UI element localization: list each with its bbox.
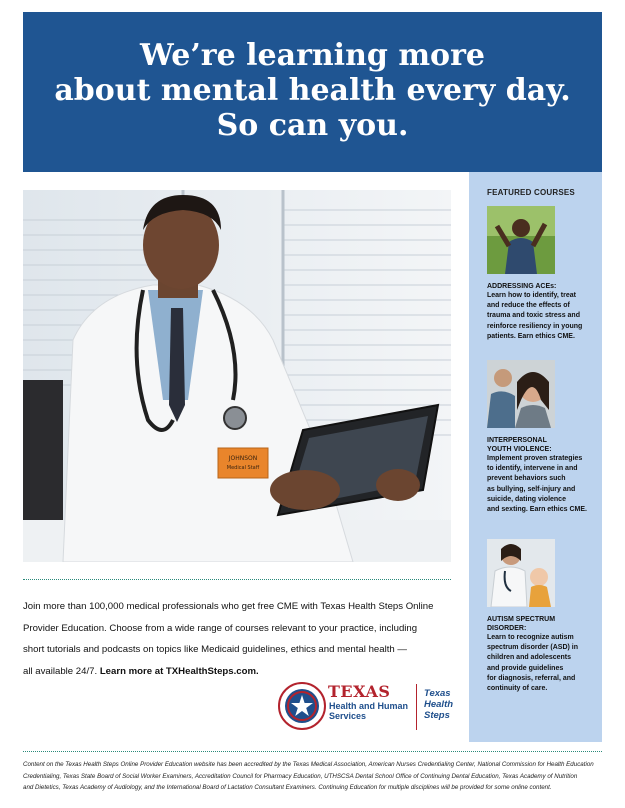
course-yv-desc-1: Implement proven strategies <box>487 455 583 462</box>
body-line-1: Join more than 100,000 medical professionals who get free CME with Texas Health Steps Online <box>23 601 434 612</box>
course-yv-desc-6: and sexting. Earn ethics CME. <box>487 506 587 514</box>
counseling-photo-thumbnail <box>487 360 555 428</box>
disclaimer-line-1: Content on the Texas Health Steps Online Provider Education website has been accredited by the Texas Medical Association, American Nurses Credentialing Center, National Commission for Health Education <box>23 761 594 768</box>
texas-seal-icon <box>278 682 326 730</box>
cta-link[interactable]: Learn more at TXHealthSteps.com. <box>99 666 259 678</box>
body-line-3: short tutorials and podcasts on topics like Medicaid guidelines, ethics and mental health — <box>23 644 407 656</box>
course-asd-desc-1: Learn to recognize autism <box>487 634 574 641</box>
pediatric-exam-photo-thumbnail <box>487 539 555 607</box>
accreditation-disclaimer <box>23 759 603 794</box>
headline-line-2: about mental health every day. <box>54 73 571 108</box>
course-youth-violence <box>487 360 595 515</box>
course-asd-desc-3: children and adolescents <box>487 654 572 662</box>
disclaimer-line-2: Credentialing, Texas State Board of Social Worker Examiners, Accreditation Council for Pharmacy Education, UTHSCSA Dental School Office of Continuing Dental Education, Texas Academy of Nutrition <box>23 772 578 780</box>
course-autism-title <box>487 615 595 633</box>
course-yv-desc-3: prevent behaviors such <box>487 475 566 483</box>
logo-agency-line-1: Health and Human <box>329 701 409 711</box>
body-line-4-text: all available 24/7. <box>23 666 98 678</box>
divider-bottom <box>23 751 602 752</box>
course-autism-title-1: AUTISM SPECTRUM <box>487 616 556 623</box>
logo-agency-line-2: Services <box>329 711 367 721</box>
featured-courses-heading: FEATURED COURSES <box>487 188 575 197</box>
course-yv-desc-2: to identify, intervene in and <box>487 465 578 473</box>
logo-program-line-3: Steps <box>424 710 450 721</box>
badge-name: JOHNSON <box>228 455 258 462</box>
course-aces-desc-3: trauma and toxic stress and <box>487 312 580 320</box>
disclaimer-line-3: and Dietetics, Texas Academy of Audiology, and the International Board of Lactation Consultant Examiners. Continuing Education for multiple disciplines will be provided for some online content. <box>23 784 552 791</box>
hhs-logo <box>278 680 453 732</box>
course-asd-desc-5: for diagnosis, referral, and <box>487 674 576 682</box>
course-aces-desc-2: and reduce the effects of <box>487 302 570 310</box>
course-yv-desc-4: as bullying, self-injury and <box>487 485 576 493</box>
badge-title: Medical Staff <box>226 465 260 471</box>
featured-courses-sidebar <box>469 172 602 742</box>
body-copy <box>23 596 448 683</box>
course-aces <box>487 206 595 342</box>
course-aces-desc-5: patients. Earn ethics CME. <box>487 332 575 340</box>
course-youth-violence-title-2: YOUTH VIOLENCE: <box>487 446 552 453</box>
body-line-2: Provider Education. Choose from a wide range of courses relevant to your practice, including <box>23 622 418 634</box>
headline-line-1: We’re learning more <box>140 38 485 73</box>
logo-program-line-2: Health <box>424 699 454 710</box>
divider-top <box>23 579 451 580</box>
logo-divider <box>416 684 417 730</box>
course-youth-violence-title-1: INTERPERSONAL <box>487 437 547 444</box>
headline-line-3: So can you. <box>216 108 409 143</box>
course-aces-desc-1: Learn how to identify, treat <box>487 292 576 299</box>
headline-banner <box>23 12 602 172</box>
logo-texas: TEXAS <box>328 682 391 701</box>
course-youth-violence-title <box>487 436 595 454</box>
course-aces-desc-4: reinforce resiliency in young <box>487 322 583 330</box>
course-asd-desc-2: spectrum disorder (ASD) in <box>487 644 579 652</box>
course-asd-desc-4: and provide guidelines <box>487 664 564 672</box>
course-aces-title: ADDRESSING ACEs: <box>487 283 557 290</box>
course-autism-title-2: DISORDER: <box>487 625 527 632</box>
child-photo-thumbnail <box>487 206 555 274</box>
course-autism <box>487 539 595 694</box>
course-yv-desc-5: suicide, dating violence <box>487 495 566 503</box>
course-asd-desc-6: continuity of care. <box>487 685 548 693</box>
doctor-illustration <box>23 190 451 562</box>
logo-program-line-1: Texas <box>424 688 451 699</box>
doctor-photo <box>23 190 451 562</box>
